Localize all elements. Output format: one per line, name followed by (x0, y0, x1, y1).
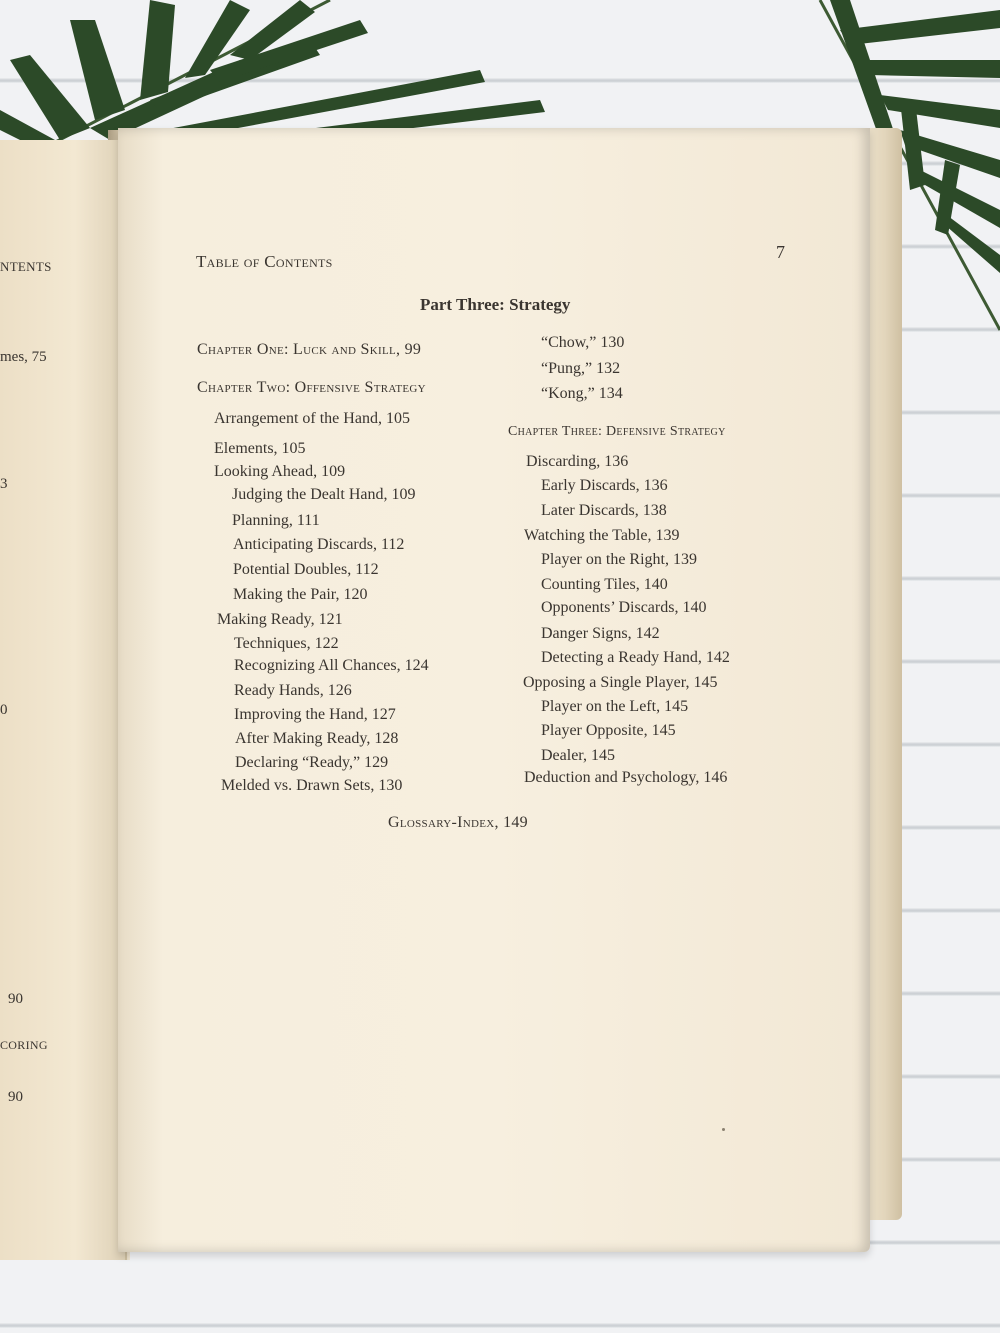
left-page-fragment: 90 (8, 991, 23, 1007)
toc-entry: Player Opposite, 145 (541, 722, 676, 739)
running-head: Table of Contents (196, 252, 333, 271)
paper-speck (722, 1128, 725, 1131)
toc-entry: Dealer, 145 (541, 747, 615, 764)
toc-entry: Improving the Hand, 127 (234, 706, 396, 723)
left-page-fragment: NTENTS (0, 259, 52, 274)
toc-entry: Declaring “Ready,” 129 (235, 754, 389, 771)
toc-entry: Judging the Dealt Hand, 109 (232, 486, 416, 503)
chapter-heading: Chapter Two: Offensive Strategy (197, 379, 426, 396)
chapter-heading: Chapter Three: Defensive Strategy (508, 424, 726, 439)
toc-entry: Discarding, 136 (526, 453, 629, 470)
toc-entry: Player on the Left, 145 (541, 698, 689, 715)
chapter-heading: Chapter One: Luck and Skill, 99 (197, 341, 422, 358)
toc-entry: Player on the Right, 139 (541, 551, 697, 568)
left-page-fragment: mes, 75 (0, 349, 47, 365)
toc-entry: “Kong,” 134 (541, 385, 623, 402)
toc-entry: Opponents’ Discards, 140 (541, 599, 707, 616)
toc-entry: Deduction and Psychology, 146 (524, 769, 728, 786)
page-number: 7 (776, 242, 785, 262)
toc-entry: Detecting a Ready Hand, 142 (541, 649, 730, 666)
glossary-index-entry: Glossary-Index, 149 (388, 814, 528, 831)
toc-entry: Watching the Table, 139 (524, 527, 680, 544)
toc-entry: Counting Tiles, 140 (541, 576, 668, 593)
toc-entry: “Chow,” 130 (541, 334, 625, 351)
toc-entry: Later Discards, 138 (541, 502, 667, 519)
left-page-fragment: 90 (8, 1089, 23, 1105)
left-page-fragment: CORING (0, 1038, 48, 1052)
toc-entry: Potential Doubles, 112 (233, 561, 379, 578)
toc-entry: After Making Ready, 128 (235, 730, 399, 747)
toc-entry: Anticipating Discards, 112 (233, 536, 405, 553)
toc-entry: Looking Ahead, 109 (214, 463, 346, 480)
toc-entry: Early Discards, 136 (541, 477, 668, 494)
toc-entry: Opposing a Single Player, 145 (523, 674, 718, 691)
left-page-fragment: 3 (0, 476, 8, 492)
toc-entry: “Pung,” 132 (541, 360, 621, 377)
part-title: Part Three: Strategy (420, 295, 571, 314)
toc-entry: Melded vs. Drawn Sets, 130 (221, 777, 403, 794)
toc-entry: Arrangement of the Hand, 105 (214, 410, 410, 427)
toc-entry: Making Ready, 121 (217, 611, 343, 628)
toc-entry: Making the Pair, 120 (233, 586, 368, 603)
toc-entry: Techniques, 122 (234, 635, 339, 652)
toc-entry: Danger Signs, 142 (541, 625, 660, 642)
toc-entry: Recognizing All Chances, 124 (234, 657, 429, 674)
toc-entry: Ready Hands, 126 (234, 682, 352, 699)
toc-entry: Elements, 105 (214, 440, 306, 457)
left-page-fragment: 0 (0, 702, 8, 718)
toc-entry: Planning, 111 (232, 512, 320, 529)
